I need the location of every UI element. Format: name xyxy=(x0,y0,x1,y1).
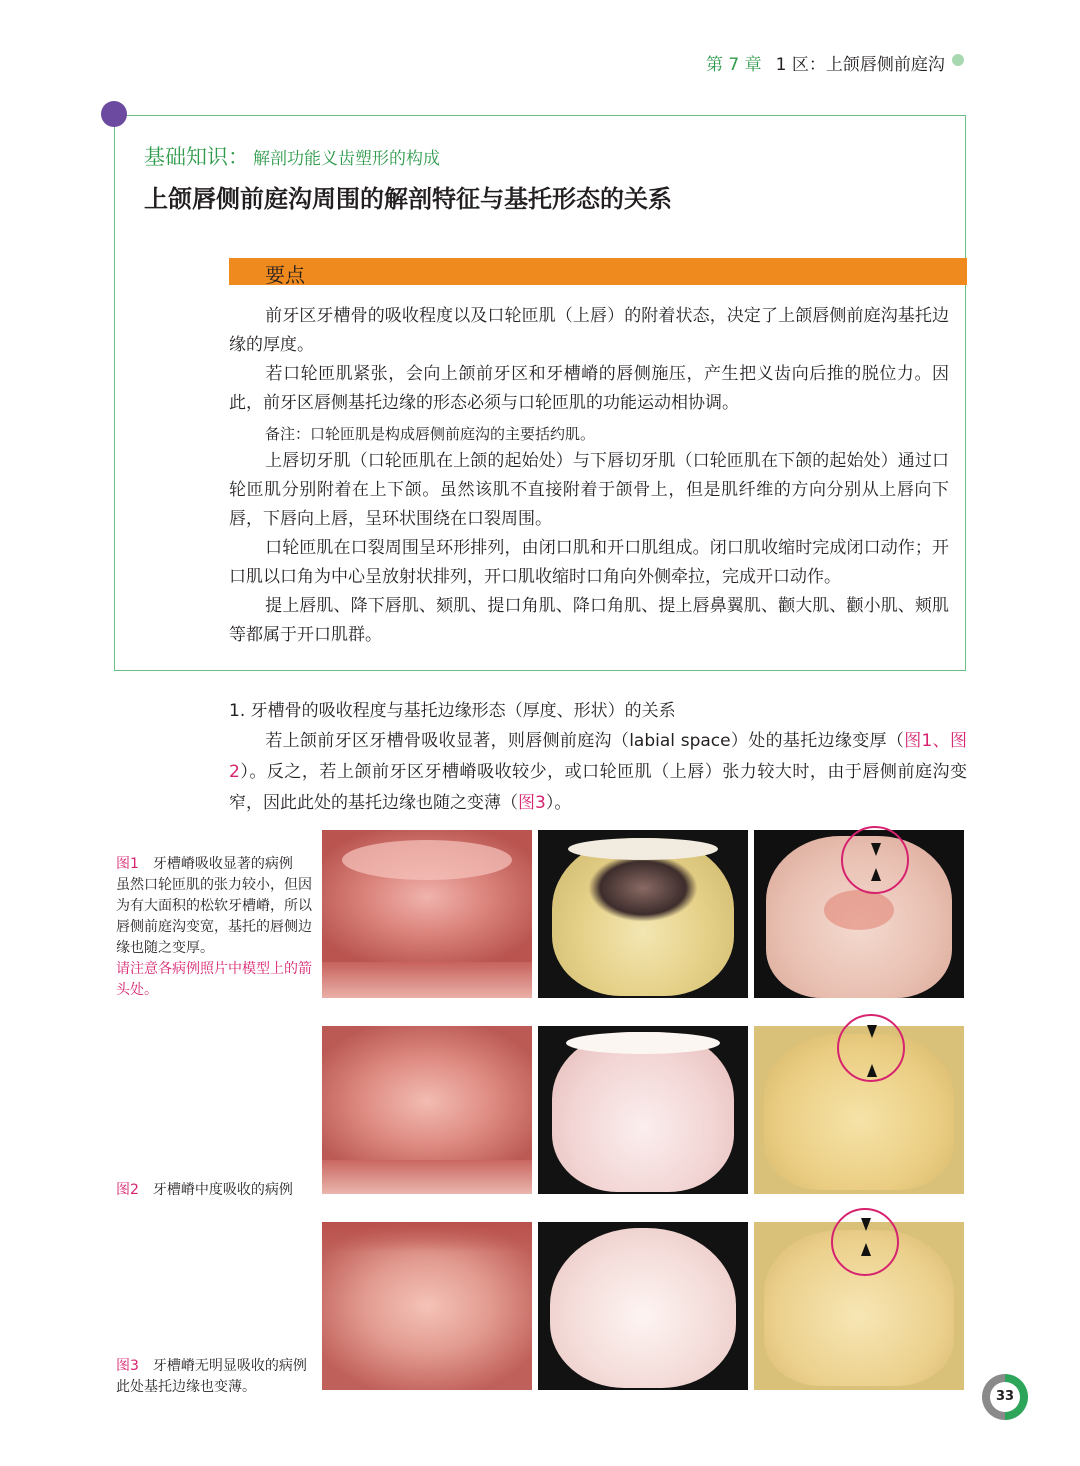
box-paragraph-3: 上唇切牙肌（口轮匝肌在上颌的起始处）与下唇切牙肌（口轮匝肌在下颌的起始处）通过口轮匝肌分别附着在上下颌。虽然该肌不直接附着于颌骨上，但是肌纤维的方向分别从上唇向下唇，下唇向上唇，呈环状围绕在口裂周围。 xyxy=(229,451,949,529)
figure-3-photo-mouth xyxy=(322,1222,532,1390)
section-title: 1. 牙槽骨的吸收程度与基托边缘形态（厚度、形状）的关系 xyxy=(229,701,676,721)
box-paragraph-4: 口轮匝肌在口裂周围呈环形排列，由闭口肌和开口肌组成。闭口肌收缩时完成闭口动作；开口肌以口角为中心呈放射状排列，开口肌收缩时口角向外侧牵拉，完成开口动作。 xyxy=(229,538,949,587)
figure-2-arrow-up-icon xyxy=(867,1064,877,1077)
page-number: 33 xyxy=(990,1382,1020,1412)
figure-1-photo-mouth xyxy=(322,830,532,998)
box-kicker: 基础知识： 解剖功能义齿塑形的构成 xyxy=(144,145,440,169)
figure-ref-3[interactable]: 图3 xyxy=(518,793,546,813)
box-paragraph-1: 前牙区牙槽骨的吸收程度以及口轮匝肌（上唇）的附着状态，决定了上颌唇侧前庭沟基托边缘的厚度。 xyxy=(229,306,949,355)
box-kicker-sub: 解剖功能义齿塑形的构成 xyxy=(253,149,440,169)
figure-1-caption xyxy=(116,854,316,1001)
figure-2-caption xyxy=(116,1180,316,1201)
box-note: 备注：口轮匝肌是构成唇侧前庭沟的主要括约肌。 xyxy=(265,425,596,443)
figure-ref-1-2[interactable]: 图1、图2 xyxy=(229,731,967,782)
figure-1-arrow-down-icon xyxy=(871,843,881,856)
figure-1-highlight-circle xyxy=(841,826,909,894)
figure-1-note: 请注意各病例照片中模型上的箭头处。 xyxy=(116,961,312,998)
figure-2-photo-mouth xyxy=(322,1026,532,1194)
figure-1-text: 虽然口轮匝肌的张力较小，但因为有大面积的松软牙槽嵴，所以唇侧前庭沟变宽，基托的唇侧边缘也随之变厚。 xyxy=(116,877,312,956)
purple-dot-icon xyxy=(101,101,127,127)
figure-3-arrow-down-icon xyxy=(861,1218,871,1231)
figure-1-title: 牙槽嵴吸收显著的病例 xyxy=(152,856,293,872)
figure-1-label: 图1 xyxy=(116,856,139,872)
box-paragraph-5: 提上唇肌、降下唇肌、颏肌、提口角肌、降口角肌、提上唇鼻翼肌、颧大肌、颧小肌、颊肌等都属于开口肌群。 xyxy=(229,596,949,645)
key-points-bar xyxy=(229,258,967,285)
figure-3-label: 图3 xyxy=(116,1358,139,1374)
figure-3-photo-denture xyxy=(538,1222,748,1390)
figure-3-arrow-up-icon xyxy=(861,1243,871,1256)
running-header xyxy=(706,50,945,75)
chapter-label: 第 7 章 xyxy=(706,55,762,75)
figure-3-caption xyxy=(116,1356,316,1398)
figure-1-arrow-up-icon xyxy=(871,868,881,881)
box-title: 上颌唇侧前庭沟周围的解剖特征与基托形态的关系 xyxy=(144,185,672,213)
key-points-label: 要点 xyxy=(265,263,305,287)
figure-1-photo-denture xyxy=(538,830,748,998)
figure-2-arrow-down-icon xyxy=(867,1025,877,1038)
page-number-badge xyxy=(982,1374,1028,1420)
figure-2-photo-denture xyxy=(538,1026,748,1194)
section-label: 1 区：上颌唇侧前庭沟 xyxy=(775,55,945,75)
figure-3-text: 此处基托边缘也变薄。 xyxy=(116,1379,256,1395)
box-paragraph-2: 若口轮匝肌紧张，会向上颌前牙区和牙槽嵴的唇侧施压，产生把义齿向后推的脱位力。因此，前牙区唇侧基托边缘的形态必须与口轮匝肌的功能运动相协调。 xyxy=(229,364,949,413)
figure-2-label: 图2 xyxy=(116,1182,139,1198)
figure-3-title: 牙槽嵴无明显吸收的病例 xyxy=(152,1358,307,1374)
header-dot-icon xyxy=(952,54,964,66)
figure-2-title: 牙槽嵴中度吸收的病例 xyxy=(152,1182,293,1198)
section-body: 若上颌前牙区牙槽骨吸收显著，则唇侧前庭沟（labial space）处的基托边缘变厚（图1、图2）。反之，若上颌前牙区牙槽嵴吸收较少，或口轮匝肌（上唇）张力较大时，由于唇侧前庭沟变窄，因此此处的基托边缘也随之变薄（图3）。 xyxy=(229,731,967,813)
